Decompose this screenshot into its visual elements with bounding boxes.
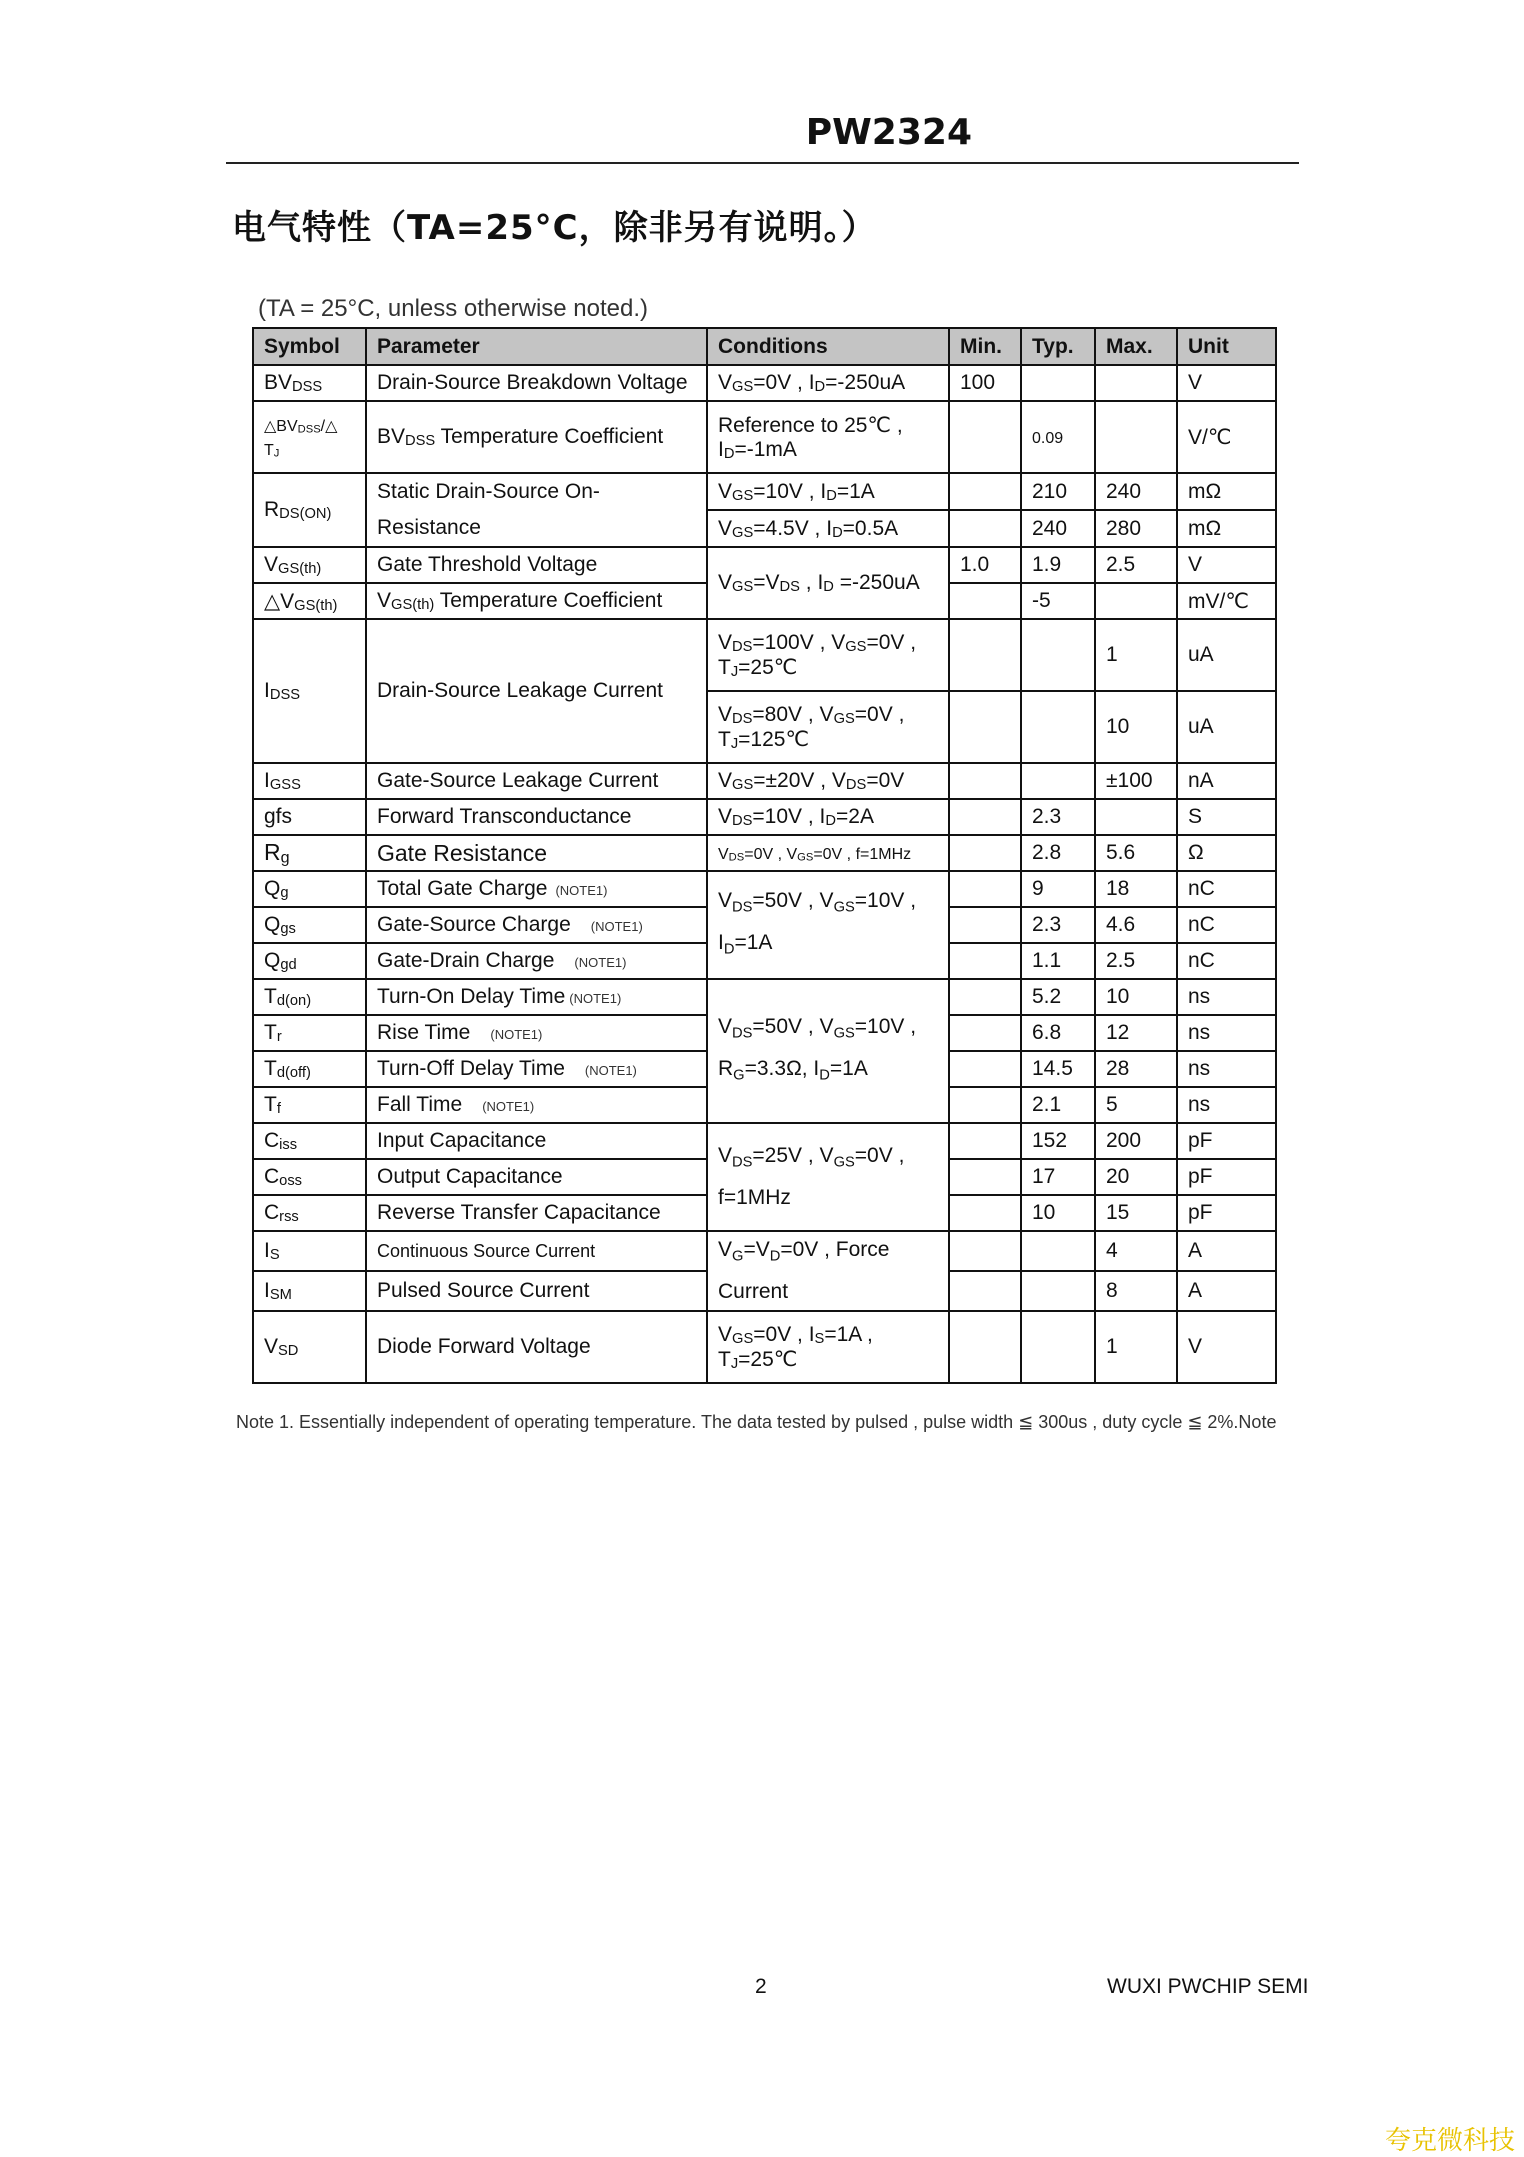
symbol-cell: Qgs <box>253 907 366 943</box>
max-cell: 15 <box>1095 1195 1177 1231</box>
symbol-cell: △VGS(th) <box>253 583 366 619</box>
typ-cell: 2.1 <box>1021 1087 1095 1123</box>
typ-cell <box>1021 365 1095 401</box>
table-row <box>253 979 1276 1015</box>
unit-cell: A <box>1177 1271 1276 1311</box>
symbol-cell: Rg <box>253 835 366 871</box>
max-cell: 28 <box>1095 1051 1177 1087</box>
max-cell: 240 <box>1095 473 1177 510</box>
max-cell: 4 <box>1095 1231 1177 1271</box>
parameter-cell: Gate-Drain Charge (NOTE1) <box>366 943 707 979</box>
unit-cell: A <box>1177 1231 1276 1271</box>
max-cell: 18 <box>1095 871 1177 907</box>
typ-cell: 10 <box>1021 1195 1095 1231</box>
symbol-cell: Ciss <box>253 1123 366 1159</box>
typ-cell: 9 <box>1021 871 1095 907</box>
typ-cell: 14.5 <box>1021 1051 1095 1087</box>
conditions-cell: Reference to 25℃ , ID=-1mA <box>707 401 949 473</box>
parameter-cell: Gate-Source Leakage Current <box>366 763 707 799</box>
conditions-cell: $V_{DS}=50V$ , $V_{GS}=10V$ , $I_D=1A$ <box>707 871 949 979</box>
header-symbol: Symbol <box>253 328 366 365</box>
min-cell <box>949 1311 1021 1383</box>
min-cell <box>949 1087 1021 1123</box>
min-cell <box>949 799 1021 835</box>
min-cell <box>949 1195 1021 1231</box>
typ-cell <box>1021 763 1095 799</box>
unit-cell: V <box>1177 1311 1276 1383</box>
parameter-cell: Continuous Source Current <box>366 1231 707 1271</box>
table-row <box>253 835 1276 871</box>
max-cell: 280 <box>1095 510 1177 547</box>
unit-cell: uA <box>1177 691 1276 763</box>
conditions-cell: $V_{DS}=25V$ , $V_{GS}=0V$ , f=1MHz <box>707 1123 949 1231</box>
min-cell <box>949 510 1021 547</box>
symbol-cell: IS <box>253 1231 366 1271</box>
typ-cell: 240 <box>1021 510 1095 547</box>
unit-cell: nC <box>1177 907 1276 943</box>
parameter-cell: Fall Time (NOTE1) <box>366 1087 707 1123</box>
typ-cell: 5.2 <box>1021 979 1095 1015</box>
unit-cell: nA <box>1177 763 1276 799</box>
unit-cell: mΩ <box>1177 473 1276 510</box>
max-cell: ±100 <box>1095 763 1177 799</box>
symbol-cell: Crss <box>253 1195 366 1231</box>
table-row <box>253 365 1276 401</box>
min-cell <box>949 871 1021 907</box>
header-parameter: Parameter <box>366 328 707 365</box>
max-cell <box>1095 799 1177 835</box>
unit-cell: nC <box>1177 871 1276 907</box>
parameter-cell: Drain-Source Leakage Current <box>366 619 707 763</box>
symbol-cell: gfs <box>253 799 366 835</box>
min-cell <box>949 907 1021 943</box>
max-cell: 200 <box>1095 1123 1177 1159</box>
max-cell: 20 <box>1095 1159 1177 1195</box>
parameter-cell: Static Drain-Source On- Resistance <box>366 473 707 547</box>
max-cell: 2.5 <box>1095 943 1177 979</box>
parameter-cell: Reverse Transfer Capacitance <box>366 1195 707 1231</box>
header-unit: Unit <box>1177 328 1276 365</box>
conditions-cell: VDS=100V , VGS=0V , TJ=25℃ <box>707 619 949 691</box>
max-cell: 8 <box>1095 1271 1177 1311</box>
max-cell: 10 <box>1095 979 1177 1015</box>
typ-cell: 1.1 <box>1021 943 1095 979</box>
min-cell <box>949 619 1021 691</box>
conditions-cell: VDS=80V , VGS=0V , TJ=125℃ <box>707 691 949 763</box>
typ-cell: -5 <box>1021 583 1095 619</box>
min-cell <box>949 401 1021 473</box>
parameter-cell: Rise Time (NOTE1) <box>366 1015 707 1051</box>
min-cell <box>949 835 1021 871</box>
conditions-cell: VGS=0V , IS=1A , TJ=25℃ <box>707 1311 949 1383</box>
max-cell <box>1095 401 1177 473</box>
symbol-cell: Td(on) <box>253 979 366 1015</box>
unit-cell: ns <box>1177 1087 1276 1123</box>
parameter-cell: Forward Transconductance <box>366 799 707 835</box>
min-cell: 1.0 <box>949 547 1021 583</box>
parameter-cell: Gate Resistance <box>366 835 707 871</box>
table-row <box>253 401 1276 473</box>
max-cell: 1 <box>1095 1311 1177 1383</box>
unit-cell: mΩ <box>1177 510 1276 547</box>
typ-cell: 2.3 <box>1021 799 1095 835</box>
parameter-cell: VGS(th) Temperature Coefficient <box>366 583 707 619</box>
typ-cell: 1.9 <box>1021 547 1095 583</box>
min-cell <box>949 763 1021 799</box>
parameter-cell: Gate-Source Charge (NOTE1) <box>366 907 707 943</box>
unit-cell: ns <box>1177 1015 1276 1051</box>
parameter-cell: Gate Threshold Voltage <box>366 547 707 583</box>
table-row <box>253 799 1276 835</box>
min-cell: 100 <box>949 365 1021 401</box>
conditions-cell: VGS=0V , ID=-250uA <box>707 365 949 401</box>
unit-cell: V/℃ <box>1177 401 1276 473</box>
unit-cell: uA <box>1177 619 1276 691</box>
max-cell <box>1095 365 1177 401</box>
symbol-cell: Tf <box>253 1087 366 1123</box>
conditions-cell: VGS=±20V , VDS=0V <box>707 763 949 799</box>
min-cell <box>949 943 1021 979</box>
symbol-cell: IGSS <box>253 763 366 799</box>
symbol-cell: VSD <box>253 1311 366 1383</box>
max-cell: 10 <box>1095 691 1177 763</box>
unit-cell: ns <box>1177 1051 1276 1087</box>
unit-cell: mV/℃ <box>1177 583 1276 619</box>
min-cell <box>949 1271 1021 1311</box>
min-cell <box>949 583 1021 619</box>
symbol-cell: △BVDSS/△ TJ <box>253 401 366 473</box>
conditions-cell: VDS=10V , ID=2A <box>707 799 949 835</box>
header-conditions: Conditions <box>707 328 949 365</box>
symbol-cell: Qg <box>253 871 366 907</box>
conditions-cell: VGS=10V , ID=1A <box>707 473 949 510</box>
typ-cell <box>1021 691 1095 763</box>
max-cell: 1 <box>1095 619 1177 691</box>
typ-cell <box>1021 1231 1095 1271</box>
table-row <box>253 547 1276 583</box>
company-name: WUXI PWCHIP SEMI <box>1107 1975 1309 1998</box>
symbol-cell: IDSS <box>253 619 366 763</box>
electrical-characteristics-table <box>252 327 1277 1384</box>
header-min: Min. <box>949 328 1021 365</box>
footnote: Note 1. Essentially independent of operating temperature. The data tested by pulsed , pulse width ≦ 300us , duty cycle ≦ 2%.Note <box>236 1412 1277 1432</box>
parameter-cell: Diode Forward Voltage <box>366 1311 707 1383</box>
typ-cell: 2.3 <box>1021 907 1095 943</box>
part-number: PW2324 <box>805 112 972 153</box>
unit-cell: Ω <box>1177 835 1276 871</box>
symbol-cell: Qgd <box>253 943 366 979</box>
table-header-row <box>253 328 1276 365</box>
typ-cell <box>1021 1271 1095 1311</box>
typ-cell: 6.8 <box>1021 1015 1095 1051</box>
typ-cell: 2.8 <box>1021 835 1095 871</box>
header-typ: Typ. <box>1021 328 1095 365</box>
max-cell: 2.5 <box>1095 547 1177 583</box>
conditions-cell: VGS=4.5V , ID=0.5A <box>707 510 949 547</box>
min-cell <box>949 1159 1021 1195</box>
unit-cell: ns <box>1177 979 1276 1015</box>
min-cell <box>949 1123 1021 1159</box>
header-max: Max. <box>1095 328 1177 365</box>
unit-cell: S <box>1177 799 1276 835</box>
conditions-cell: $V_{DS}=50V$ , $V_{GS}=10V$ , $R_G=3.3\Omega$, $I_D=1A$ <box>707 979 949 1123</box>
max-cell: 4.6 <box>1095 907 1177 943</box>
parameter-cell: Turn-On Delay Time (NOTE1) <box>366 979 707 1015</box>
min-cell <box>949 979 1021 1015</box>
section-heading: 电气特性（TA=25°C，除非另有说明。） <box>232 208 877 248</box>
parameter-cell: BVDSS Temperature Coefficient <box>366 401 707 473</box>
typ-cell: 152 <box>1021 1123 1095 1159</box>
unit-cell: nC <box>1177 943 1276 979</box>
max-cell <box>1095 583 1177 619</box>
parameter-cell: Turn-Off Delay Time (NOTE1) <box>366 1051 707 1087</box>
min-cell <box>949 1015 1021 1051</box>
typ-cell <box>1021 1311 1095 1383</box>
table-row <box>253 619 1276 691</box>
parameter-cell: Input Capacitance <box>366 1123 707 1159</box>
min-cell <box>949 473 1021 510</box>
table-row <box>253 1231 1276 1271</box>
typ-cell <box>1021 619 1095 691</box>
page-number: 2 <box>755 1975 767 1998</box>
symbol-cell: ISM <box>253 1271 366 1311</box>
unit-cell: pF <box>1177 1159 1276 1195</box>
table-row <box>253 1123 1276 1159</box>
symbol-cell: BVDSS <box>253 365 366 401</box>
symbol-cell: VGS(th) <box>253 547 366 583</box>
conditions-cell: VGS=VDS , ID =-250uA <box>707 547 949 619</box>
symbol-cell: Coss <box>253 1159 366 1195</box>
parameter-cell: Total Gate Charge (NOTE1) <box>366 871 707 907</box>
unit-cell: pF <box>1177 1123 1276 1159</box>
typ-cell: 210 <box>1021 473 1095 510</box>
parameter-cell: Drain-Source Breakdown Voltage <box>366 365 707 401</box>
max-cell: 5 <box>1095 1087 1177 1123</box>
symbol-cell: RDS(ON) <box>253 473 366 547</box>
typ-cell: 0.09 <box>1021 401 1095 473</box>
conditions-cell: $V_G=V_D=0V$ , Force Current <box>707 1231 949 1311</box>
table-row <box>253 763 1276 799</box>
symbol-cell: Tr <box>253 1015 366 1051</box>
max-cell: 12 <box>1095 1015 1177 1051</box>
table-row <box>253 871 1276 907</box>
table-row <box>253 473 1276 510</box>
conditions-note: (TA = 25°C, unless otherwise noted.) <box>258 295 649 322</box>
table-row <box>253 1311 1276 1383</box>
typ-cell: 17 <box>1021 1159 1095 1195</box>
parameter-cell: Pulsed Source Current <box>366 1271 707 1311</box>
min-cell <box>949 1051 1021 1087</box>
header-rule <box>226 162 1299 164</box>
conditions-cell: VDS=0V , VGS=0V , f=1MHz <box>707 835 949 871</box>
min-cell <box>949 1231 1021 1271</box>
min-cell <box>949 691 1021 763</box>
parameter-cell: Output Capacitance <box>366 1159 707 1195</box>
unit-cell: pF <box>1177 1195 1276 1231</box>
unit-cell: V <box>1177 547 1276 583</box>
symbol-cell: Td(off) <box>253 1051 366 1087</box>
watermark: 夸克微科技 <box>1385 2126 1516 2156</box>
max-cell: 5.6 <box>1095 835 1177 871</box>
unit-cell: V <box>1177 365 1276 401</box>
